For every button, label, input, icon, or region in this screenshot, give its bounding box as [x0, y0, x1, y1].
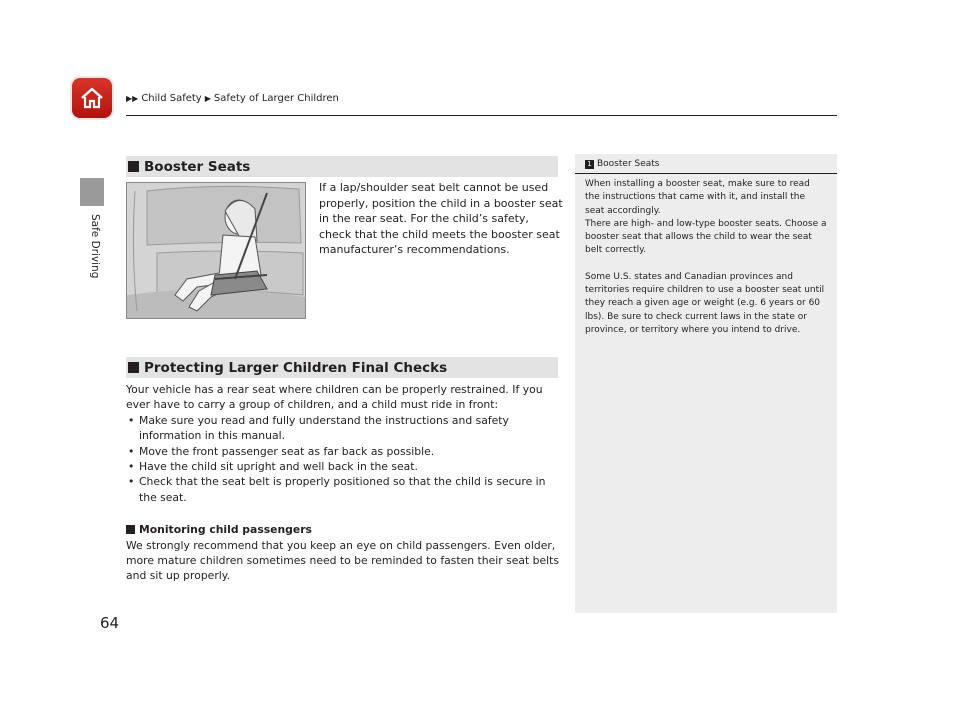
side-note-panel — [575, 154, 837, 613]
home-icon — [79, 85, 105, 111]
breadcrumb-item-larger-children[interactable]: Safety of Larger Children — [213, 93, 339, 104]
section-label: Safe Driving — [89, 214, 101, 279]
booster-intro: If a lap/shoulder seat belt cannot be used properly, position the child in a booster seat in the rear seat. For the child’s safety, check that the child meets the booster seat manufacturer’s recommendations. — [319, 181, 563, 256]
list-item: • Make sure you read and fully understand the instructions and safety information in this manual. — [126, 413, 561, 444]
breadcrumb — [126, 93, 339, 104]
note-title-text: Booster Seats — [597, 159, 660, 169]
monitoring-heading-text: Monitoring child passengers — [139, 523, 312, 537]
page-number: 64 — [100, 614, 120, 632]
note-rule — [575, 173, 837, 174]
monitoring-text: We strongly recommend that you keep an eye on child passengers. Even older, more mature children sometimes need to be reminded to fasten their seat belts and sit up properly. — [126, 538, 560, 583]
list-item: • Check that the seat belt is properly positioned so that the child is secure in the seat. — [126, 474, 561, 505]
child-in-booster-seat-illustration — [127, 183, 305, 318]
final-checks-intro: Your vehicle has a rear seat where children can be properly restrained. If you ever have to carry a group of children, and a child must ride in front: — [126, 383, 543, 412]
final-checks-heading-text: Protecting Larger Children Final Checks — [144, 359, 448, 376]
booster-seat-illustration — [126, 182, 306, 319]
header-rule — [126, 115, 837, 116]
note-paragraph: Some U.S. states and Canadian provinces and territories require children to use a booster seat until they reach a given age or weight (e.g. 6 years or 60 lbs). Be sure to check current laws in the state or province, or territory where you intend to drive. — [585, 271, 825, 335]
monitoring-heading — [126, 522, 561, 537]
note-paragraph: There are high- and low-type booster seats. Choose a booster seat that allows the child to wear the seat belt correctly. — [585, 218, 827, 256]
triangle-right-icon: ▶▶ — [126, 94, 139, 103]
booster-seats-heading-text: Booster Seats — [144, 158, 251, 175]
square-bullet-icon — [128, 161, 139, 172]
note-paragraph: When installing a booster seat, make sure to read the instructions that came with it, and install the seat accordingly. — [585, 179, 810, 216]
square-bullet-icon — [128, 362, 139, 373]
home-button[interactable] — [72, 78, 112, 118]
final-checks-body — [126, 382, 561, 584]
square-bullet-icon — [126, 525, 135, 534]
breadcrumb-item-child-safety[interactable]: Child Safety — [141, 93, 202, 104]
final-checks-heading — [126, 357, 558, 378]
list-item: • Move the front passenger seat as far back as possible. — [126, 444, 561, 459]
note-index-icon: 1 — [585, 160, 594, 169]
triangle-right-icon: ▶ — [204, 94, 211, 103]
list-item: • Have the child sit upright and well back in the seat. — [126, 459, 561, 474]
note-title — [585, 159, 827, 169]
final-checks-list — [126, 413, 561, 505]
booster-seats-heading — [126, 156, 558, 177]
section-tab[interactable] — [80, 178, 104, 206]
